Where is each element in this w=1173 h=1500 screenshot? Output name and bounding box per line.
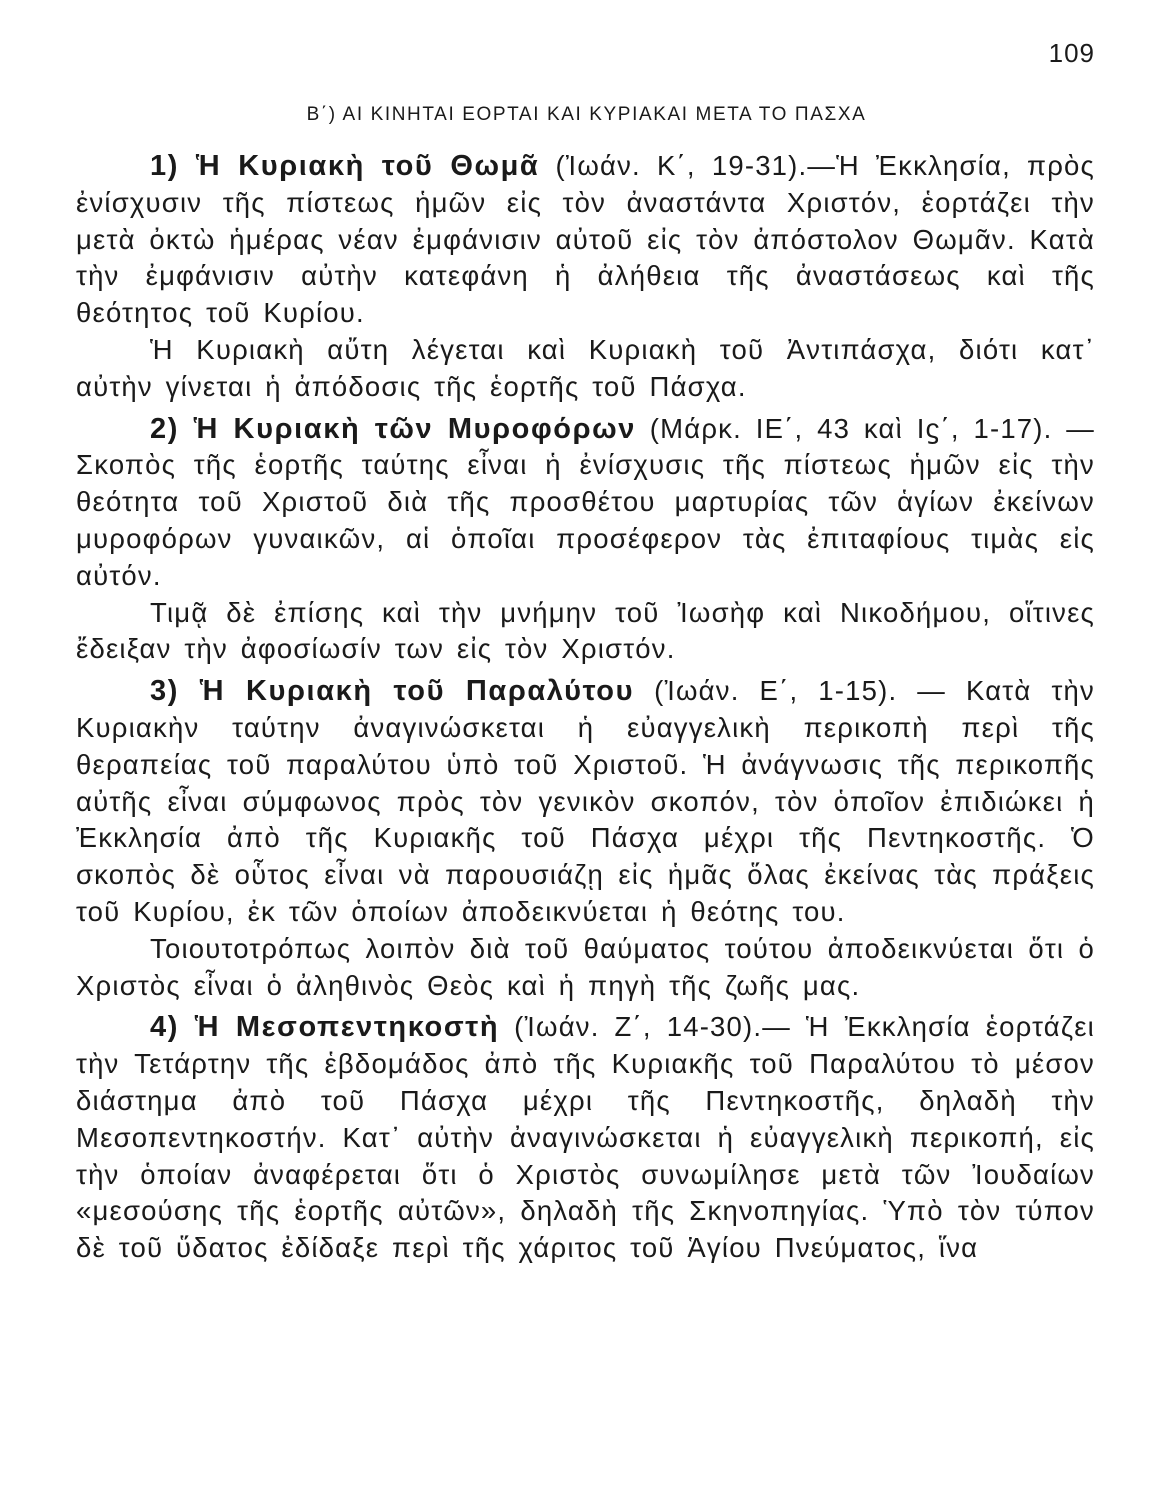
running-head: Β΄) ΑΙ ΚΙΝΗΤΑΙ ΕΟΡΤΑΙ ΚΑΙ ΚΥΡΙΑΚΑΙ ΜΕΤΑ ΤΟ ΠΑΣΧΑ <box>306 104 867 125</box>
section-4-paragraph <box>76 1009 1095 1267</box>
section-2-text: (Μάρκ. ΙΕ΄, 43 καὶ Ιϛ΄, 1-17). — Σκοπὸς τῆς ἑορτῆς ταύτης εἶναι ἡ ἐνίσχυσις τῆς πίστεως ἡμῶν εἰς τὴν θεότητα τοῦ Χριστοῦ διὰ τῆς προσθέτου μαρτυρίας τῶν ἁγίων ἐκείνων μυροφόρων γυναικῶν, αἱ ὁποῖαι προσέφερον τὰς ἐπιταφίους τιμὰς εἰς αὐτόν. <box>76 412 1095 591</box>
section-1-paragraph <box>76 148 1095 332</box>
section-4-heading: 4) Ἡ Μεσοπεντηκοστὴ <box>150 1011 500 1044</box>
page-number: 109 <box>1048 38 1095 68</box>
section-1-heading: 1) Ἡ Κυριακὴ τοῦ Θωμᾶ <box>150 150 540 182</box>
section-1-paragraph-2: Ἡ Κυριακὴ αὔτη λέγεται καὶ Κυριακὴ τοῦ Ἀντιπάσχα, διότι κατ᾿ αὐτὴν γίνεται ἡ ἀπόδοσις τῆς ἑορτῆς τοῦ Πάσχα. <box>76 333 1095 402</box>
section-1-text: (Ἰωάν. Κ΄, 19-31).—Ἡ Ἐκκλησία, πρὸς ἐνίσχυσιν τῆς πίστεως ἡμῶν εἰς τὸν ἀναστάντα Χριστόν, ἑορτάζει τὴν μετὰ ὀκτὼ ἡμέρας νέαν ἐμφάνισιν αὐτοῦ εἰς τὸν ἀπόστολον Θωμᾶν. Κατὰ τὴν ἐμφάνισιν αὐτὴν κατεφάνη ἡ ἀλήθεια τῆς ἀναστάσεως καὶ τῆς θεότητος τοῦ Κυρίου. <box>76 150 1095 329</box>
section-3-text: (Ἰωάν. Ε΄, 1-15). — Κατὰ τὴν Κυριακὴν ταύτην ἀναγινώσκεται ἡ εὐαγγελικὴ περικοπὴ περὶ τῆς θεραπείας τοῦ παραλύτου ὑπὸ τοῦ Χριστοῦ. Ἡ ἀνάγνωσις τῆς περικοπῆς αὐτῆς εἶναι σύμφωνος πρὸς τὸν γενικὸν σκοπόν, τὸν ὁποῖον ἐπιδιώκει ἡ Ἐκκλησία ἀπὸ τῆς Κυριακῆς τοῦ Πάσχα μέχρι τῆς Πεντηκοστῆς. Ὁ σκοπὸς δὲ οὗτος εἶναι νὰ παρουσιάζῃ εἰς ἡμᾶς ὅλας ἐκείνας τὰς πράξεις τοῦ Κυρίου, ἐκ τῶν ὁποίων ἀποδεικνύεται ἡ θεότης του. <box>76 675 1095 927</box>
section-3-paragraph-2: Τοιουτοτρόπως λοιπὸν διὰ τοῦ θαύματος τούτου ἀποδεικνύεται ὅτι ὁ Χριστὸς εἶναι ὁ ἀληθινὸς Θεὸς καὶ ἡ πηγὴ τῆς ζωῆς μας. <box>76 932 1095 1001</box>
section-3-heading: 3) Ἡ Κυριακὴ τοῦ Παραλύτου <box>150 675 635 708</box>
section-4-text: (Ἰωάν. Ζ΄, 14-30).— Ἡ Ἐκκλησία ἑορτάζει τὴν Τετάρτην τῆς ἑβδομάδος ἀπὸ τῆς Κυριακῆς τοῦ Παραλύτου τὸ μέσον διάστημα ἀπὸ τοῦ Πάσχα μέχρι τῆς Πεντηκοστῆς, δηλαδὴ τὴν Μεσοπεντηκοστήν. Κατ᾿ αὐτὴν ἀναγινώσκεται ἡ εὐαγγελικὴ περικοπή, εἰς τὴν ὁποίαν ἀναφέρεται ὅτι ὁ Χριστὸς συνωμίλησε μετὰ τῶν Ἰουδαίων «μεσούσης τῆς ἑορτῆς αὐτῶν», δηλαδὴ τῆς Σκηνοπηγίας. Ὑπὸ τὸν τύπον δὲ τοῦ ὕδατος ἐδίδαξε περὶ τῆς χάριτος τοῦ Ἁγίου Πνεύματος, ἵνα <box>76 1011 1095 1264</box>
text-body <box>76 148 1095 1267</box>
section-3-paragraph <box>76 673 1095 931</box>
section-2-paragraph-2: Τιμᾷ δὲ ἐπίσης καὶ τὴν μνήμην τοῦ Ἰωσὴφ καὶ Νικοδήμου, οἵτινες ἔδειξαν τὴν ἀφοσίωσίν των εἰς τὸν Χριστόν. <box>76 596 1095 665</box>
section-2-paragraph <box>76 411 1095 595</box>
section-2-heading: 2) Ἡ Κυριακὴ τῶν Μυροφόρων <box>150 412 636 445</box>
